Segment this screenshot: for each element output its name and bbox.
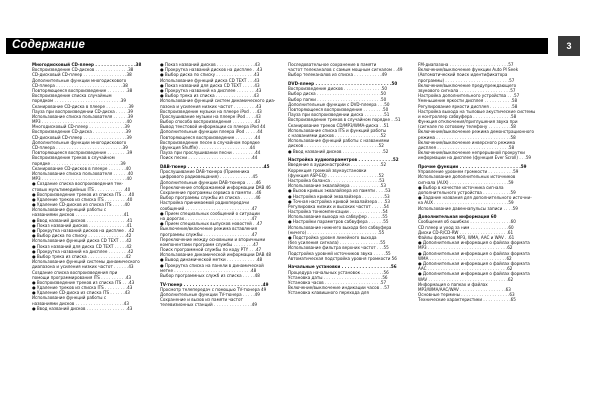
toc-entry: ● Дополнительная информация о файлах формата <box>418 240 530 246</box>
toc-entry: ● Дополнительная информация о файлах формата <box>418 271 530 277</box>
toc-entry: с названиями дисков . . . . . . . . . . . . . . . . . .52 <box>288 132 386 138</box>
toc-entry: Технические характеристики . . . . . . . . . . .65 <box>418 297 516 303</box>
toc-entry: WMA . . . . . . . . . . . . . . . . . . . . . . . . . . . . . .62 <box>418 255 512 261</box>
toc-entry: диапазона и усиления низких частот . . . . . .43 <box>32 264 134 270</box>
toc-entry: Переключение отображаемой информации DAB 46 <box>160 184 271 190</box>
toc-entry: CD-плеера . . . . . . . . . . . . . . . . . . . . . . . . . .39 <box>32 145 128 150</box>
toc-entry: Выбор диска . . . . . . . . . . . . . . . . . . . . . . . . .50 <box>288 91 386 97</box>
toc-entry: Прослушивание DAB-тюнера (Приемника <box>160 169 250 175</box>
toc-column-2 <box>160 62 285 308</box>
toc-entry: Уменьшение яркости дисплея . . . . . . . . . . .58 <box>418 98 518 104</box>
toc-entry: Создание списка воспроизведения при <box>32 269 118 275</box>
toc-entry: Использование функций диска CD TEXT . . .43 <box>160 77 260 83</box>
toc-entry: порядке . . . . . . . . . . . . . . . . . . . . . . . . . . .39 <box>32 160 126 166</box>
toc-entry: Управление уровнем громкости . . . . . . . . . .59 <box>418 169 519 175</box>
toc-entry: CD-дисковый CD-плеер . . . . . . . . . . . . . . . . .39 <box>32 134 132 140</box>
toc-entry: (без усиления сигнала) . . . . . . . . . . . . . . . .55 <box>288 240 386 246</box>
toc-entry: Поиск песни . . . . . . . . . . . . . . . . . . . . . . . . .44 <box>160 155 258 161</box>
toc-entry: стовых мультимедийных ITS . . . . . . . . . . . .40 <box>32 186 131 192</box>
toc-entry: Установка даты . . . . . . . . . . . . . . . . . . . . . . .56 <box>288 274 388 280</box>
toc-entry: Введение в аудионастройки . . . . . . . . . . . .52 <box>288 162 387 168</box>
toc-entry: ● Выбор диска по списку . . . . . . . . . . . . . . .43 <box>160 72 260 78</box>
toc-entry: Многодисковый CD-плеер . . . . . . . . . . . . . .39 <box>32 124 130 130</box>
toc-entry: Использование давеннапульсы записи . . . .59 <box>418 205 518 211</box>
toc-entry: Дополнительные функции с DVD-плеера . . .50 <box>288 101 390 107</box>
toc-entry: Включение/выключение инверсного режима <box>418 139 516 145</box>
toc-entry: Выключение/включение режима вставления <box>160 226 258 232</box>
toc-entry: ● Удаление треков из списка ITS . . . . . . . . .43 <box>32 285 133 291</box>
toc-entry: Использование дополнительных источников <box>418 174 516 180</box>
toc-entry: Настройка баланса . . . . . . . . . . . . . . . . . . .53 <box>288 177 385 183</box>
toc-entry: Воспроизведение CD-дисков . . . . . . . . . . . . .38 <box>32 67 134 73</box>
toc-entry: Диски CD-R/CD-RW . . . . . . . . . . . . . . . . . . .61 <box>418 229 514 235</box>
toc-entry: дисплея . . . . . . . . . . . . . . . . . . . . . . . . . . . .58 <box>418 145 515 150</box>
toc-entry: Сканирование CD-дисков в плеере . . . . . . .40 <box>32 165 131 171</box>
toc-entry: MP3 . . . . . . . . . . . . . . . . . . . . . . . . . . . . . . . . .40 <box>32 176 132 182</box>
toc-entry: ● Настройка кривой эквалайзера . . . . . . . . .53 <box>288 193 390 199</box>
toc-entry: ● Удаление треков из списка ITS . . . . . . . . .40 <box>32 196 133 202</box>
toc-entry: Выбор программы службы из списка . . . . . .46 <box>160 195 261 201</box>
toc-entry: и контроллер сабвуфера . . . . . . . . . . . . . . .58 <box>418 113 517 119</box>
toc-entry: помощи программирования ITS . . . . . . . . . .43 <box>32 274 132 280</box>
toc-entry: Включение/выключение функции Auto PI Seek <box>418 67 519 73</box>
toc-entry: Использование выхода на сабвуфер . . . . . .55 <box>288 214 388 220</box>
toc-entry: ● Прокрутка названий дисков на дисплее . .42 <box>32 228 135 233</box>
toc-entry: CD плеер и уход за ним . . . . . . . . . . . . . . .60 <box>418 224 514 230</box>
toc-entry: Повторяющееся воспроизведение . . . . . . . .38 <box>32 87 133 93</box>
toc-entry: ● Воспроизведение треков из списка ITS . . .43 <box>32 279 135 285</box>
toc-entry: дисков . . . . . . . . . . . . . . . . . . . . . . . . . . . . .52 <box>288 143 384 149</box>
toc-entry: Воспроизведение CD-диска . . . . . . . . . . . . .39 <box>32 129 131 135</box>
toc-entry: ● Дополнительная информация о файлах формата <box>418 260 530 266</box>
toc-entry: Включение/выключение предупреждающего <box>418 82 517 88</box>
toc-section-heading: Начальные установки . . . . . . . . . . . . . . . . .56 <box>288 264 397 270</box>
toc-entry: Автоматическая подстройка уровня громкости 56 <box>288 255 397 261</box>
toc-entry: Использование функций работы с <box>32 207 107 213</box>
toc-entry: Сообщения об ошибках . . . . . . . . . . . . . . . .60 <box>418 219 516 225</box>
toc-entry: FM-диапазона . . . . . . . . . . . . . . . . . . . . . . .57 <box>418 62 514 67</box>
toc-entry: Использование списка пользователя . . . . . .40 <box>32 170 134 176</box>
toc-entry: Включение/выключение режима демонстрационного <box>418 129 534 135</box>
toc-entry: Пауза при воспроизведении CD-диска . . . . .39 <box>32 108 134 114</box>
toc-entry: Основные термины . . . . . . . . . . . . . . . . . . .63 <box>418 292 515 298</box>
toc-section-heading: Прочие функции . . . . . . . . . . . . . . . . . . . . .59 <box>418 164 527 170</box>
toc-entry: Использование фильтра верхних частот . . .55 <box>288 245 389 251</box>
toc-entry: Переключение между основными и вторичными <box>160 236 266 242</box>
toc-entry: Сканирование треков CD/MP3/WMA-диска . .51 <box>288 122 389 128</box>
toc-entry: ● Вызов кривых эквалайзера из памяти . . . .53 <box>288 188 391 194</box>
header-bar <box>6 38 548 54</box>
toc-entry: ● Прокрутка названий дисков на дисплее . .43 <box>160 67 263 73</box>
toc-entry: ● Показ названий для диска CD TEXT . . . . .42 <box>32 243 132 249</box>
toc-entry: Файлы форматов MP3, WMA, AAC и WAV . .61 <box>418 235 515 240</box>
toc-entry: (ничего) . . . . . . . . . . . . . . . . . . . . . . . . . . . .55 <box>288 229 385 235</box>
toc-entry: ка AUX . . . . . . . . . . . . . . . . . . . . . . . . . . . . .59 <box>418 200 514 206</box>
toc-entry: Выбор программных служб из списка . . . . .48 <box>160 273 260 278</box>
toc-entry: Установка часов . . . . . . . . . . . . . . . . . . . . . .57 <box>288 280 387 285</box>
toc-entry: на дорогах . . . . . . . . . . . . . . . . . . . . . . . . . .47 <box>160 215 257 221</box>
toc-entry: метке . . . . . . . . . . . . . . . . . . . . . . . . . . . . . .48 <box>160 267 257 273</box>
toc-entry: Дополнительные функции плеера iPod . . . . .44 <box>160 129 263 135</box>
toc-column-3 <box>288 62 413 296</box>
toc-entry: режима . . . . . . . . . . . . . . . . . . . . . . . . . . . . .58 <box>418 134 516 140</box>
toc-entry: ● Выбор в качестве источника сигнала <box>418 184 504 190</box>
toc-section-heading: Многодисковый CD-плеер . . . . . . . . . . . . . .38 <box>32 62 142 67</box>
toc-entry: Воспроизведение треков в случайном <box>32 155 115 161</box>
toc-entry: (Автоматический поиск идентификатора <box>418 72 508 78</box>
toc-entry: Информация о папках и файлах <box>418 281 488 287</box>
toc-entry: ● Настройки параметров сабвуфера . . . . . .55 <box>288 219 389 225</box>
toc-entry: Последовательное сохранение в памяти <box>288 62 377 67</box>
toc-entry: программы) . . . . . . . . . . . . . . . . . . . . . . . . .57 <box>418 77 515 83</box>
toc-entry: звукового сигнала . . . . . . . . . . . . . . . . . . . .57 <box>418 87 516 93</box>
toc-entry: названиями дисков . . . . . . . . . . . . . . . . . . .43 <box>32 300 129 306</box>
toc-entry: ● Удаление CD-диска из списка ITS . . . . . .43 <box>32 290 130 296</box>
toc-entry: ● Ввод названий дисков . . . . . . . . . . . . . . . .52 <box>288 148 389 154</box>
toc-entry: названиями дисков . . . . . . . . . . . . . . . . . . .41 <box>32 212 129 218</box>
toc-entry: Настройка тонкомпенсации . . . . . . . . . . . . .54 <box>288 209 388 215</box>
toc-entry: частот телеканалов с самым мощным сигналом . .49 <box>288 67 403 73</box>
toc-entry: Настройка выхода на тыловые акустические системы <box>418 108 536 114</box>
toc-entry: Выбор способа воспроизведения . . . . . . . . .43 <box>160 119 260 125</box>
toc-entry: Пауза при прослушивании песни . . . . . . . . .44 <box>160 150 261 156</box>
toc-entry: ● Создание списка воспроизведения тек- <box>32 181 124 187</box>
toc-entry: ● Прокрутка названий на дисплее . . . . . . . .42 <box>32 248 134 254</box>
toc-entry: Включение/выключение непрерывной прокрутки <box>418 150 525 156</box>
toc-entry: Настройка принимаемой радиопередачи <box>160 200 250 206</box>
page-number-tab: 3 <box>558 36 580 56</box>
toc-entry: Использование списка ITS и функций работы <box>288 127 387 133</box>
toc-entry: Функция отключения/приглушения звука при <box>418 119 518 125</box>
toc-entry: телевизионных станций . . . . . . . . . . . . . . .49 <box>160 302 257 308</box>
toc-entry: информации на дисплее (функция Ever Scroll) . . .59 <box>418 155 532 161</box>
toc-entry: ● Показ названий для диска CD TEXT . . . . .43 <box>160 82 260 88</box>
toc-section-heading: Настройка аудиопараметров . . . . . . . . . . . .52 <box>288 157 399 163</box>
toc-entry: Сканирование CD-диска в плеере . . . . . . . . .39 <box>32 103 134 109</box>
toc-entry: ● Показ названий дисков . . . . . . . . . . . . . . .43 <box>160 62 260 67</box>
toc-section-heading: TV-тюнер . . . . . . . . . . . . . . . . . . . . . . . . . . .49 <box>160 281 269 287</box>
toc-entry: Коррекция громкой звукоустановки <box>288 167 367 173</box>
toc-entry: Настройка дополнительного устройства . . .57 <box>418 93 520 99</box>
toc-entry: (сигнале по сотовому телефону . . . . . . . . .58 <box>418 124 516 130</box>
toc-entry: Использование функций системы динамического <box>32 259 140 265</box>
toc-entry: ● Вывод динамической метки . . . . . . . . . . . .48 <box>160 257 263 263</box>
toc-entry: Вывод текстовой информации со плеера iPod 44 <box>160 124 266 130</box>
toc-entry: Просмотр телепередач с помощью TV-тюнера 49 <box>160 286 267 292</box>
toc-section-heading: Дополнительная информация 60 <box>418 214 497 220</box>
toc-entry: Повторяющееся воспроизведение . . . . . . . .44 <box>160 134 261 140</box>
toc-entry: Дополнительные функции DAB-тюнера . . . .46 <box>160 179 261 185</box>
toc-entry: Использование эквалайзера . . . . . . . . . . . .53 <box>288 183 386 189</box>
toc-section-heading: DAB-тюнер . . . . . . . . . . . . . . . . . . . . . . . . . .45 <box>160 164 270 170</box>
toc-entry: ● Точная настройка кривой эквалайзера . . .53 <box>288 198 390 204</box>
toc-entry: ● Ввод названий дисков . . . . . . . . . . . . . . . .41 <box>32 217 133 223</box>
toc-entry: Выбор телеканалов из списка . . . . . . . . . . .49 <box>288 72 387 78</box>
toc-entry: ● Прием специальных сообщений о ситуации <box>160 210 260 216</box>
toc-entry: ● Прокрутка названий на дисплее . . . . . . . .43 <box>160 87 262 93</box>
toc-entry: (функция ASP-EQ) . . . . . . . . . . . . . . . . . . . .52 <box>288 172 384 178</box>
toc-entry: Воспроизведение песен в случайном порядке <box>160 139 260 145</box>
toc-entry: Использование функций систем динамического диа- <box>160 98 276 104</box>
toc-entry: сигнала (AUX) . . . . . . . . . . . . . . . . . . . . . . .59 <box>418 179 514 185</box>
toc-entry: Сохранение программы сервиса в памяти . .46 <box>160 190 262 195</box>
toc-entry: Регулировка низких и высоких частот . . . . .54 <box>288 203 389 209</box>
toc-entry: ● Воспроизведение треков из списка ITS . . .40 <box>32 191 135 197</box>
toc-column-1 <box>32 62 157 311</box>
toc-entry: Воспроизведение дисков . . . . . . . . . . . . . . .50 <box>288 86 387 92</box>
toc-entry: программы службы . . . . . . . . . . . . . . . . . . .47 <box>160 231 258 237</box>
toc-entry: Дополнительные функции TV-тюнера . . . . .49 <box>160 292 260 298</box>
toc-entry: Подстройка уровней источников звука . . . . .55 <box>288 250 391 256</box>
toc-entry: Использование функций диска CD TEXT . . .42 <box>32 238 132 244</box>
toc-entry: ● Подстройка уровня линейного выхода <box>288 235 377 240</box>
toc-entry: MP3 . . . . . . . . . . . . . . . . . . . . . . . . . . . . . . . . .40 <box>32 119 132 125</box>
toc-entry: ● Выбор трека из списка . . . . . . . . . . . . . . .43 <box>160 93 259 99</box>
toc-entry: цифрового радиовещания) . . . . . . . . . . . . .45 <box>160 174 258 180</box>
toc-entry: порядком . . . . . . . . . . . . . . . . . . . . . . . . . .39 <box>32 98 127 104</box>
toc-entry: Воспроизведение музыки на плеере iPod . . .43 <box>160 108 262 114</box>
toc-entry: Повторяющееся воспроизведение . . . . . . . .50 <box>288 107 389 112</box>
toc-entry: Установка клавишного перехода для <box>288 290 369 296</box>
toc-entry: Дополнительные функции многодискового <box>32 139 127 145</box>
toc-entry: MP3/WMA/AAC/WAV . . . . . . . . . . . . . . . . . .63 <box>418 286 511 292</box>
toc-entry: ● Ввод названий дисков . . . . . . . . . . . . . . . .43 <box>32 305 133 311</box>
toc-entry: ● Прокрутка списка на панели в динамической <box>160 262 264 268</box>
toc-entry: Пауза при воспроизведении диска . . . . . . . .51 <box>288 112 390 118</box>
toc-column-4 <box>418 62 543 302</box>
toc-entry: MP3 . . . . . . . . . . . . . . . . . . . . . . . . . . . . . . .62 <box>418 245 513 251</box>
toc-entry: Поиск программной службы по коду PTY . . .47 <box>160 247 262 253</box>
toc-entry: Дополнительные функции многодискового <box>32 77 127 83</box>
toc-entry: компонентами программ службы . . . . . . . .47 <box>160 241 259 247</box>
toc-entry: ● Показ названий дисков . . . . . . . . . . . . . . .41 <box>32 222 132 228</box>
toc-entry: Использование функций работы с <box>32 295 107 301</box>
toc-entry: Использование списка пользователя . . . . . .39 <box>32 113 134 119</box>
toc-entry: WAV . . . . . . . . . . . . . . . . . . . . . . . . . . . . . . .62 <box>418 276 514 282</box>
toc-entry: Использование функций работы с названиями <box>288 138 390 144</box>
toc-entry: сообщений . . . . . . . . . . . . . . . . . . . . . . . . . .47 <box>160 205 258 211</box>
toc-entry: ● Выбор диска по списку . . . . . . . . . . . . . . .42 <box>32 233 132 239</box>
page-title: Содержание <box>12 39 86 51</box>
toc-entry: Использование динамической информации DAB 48 <box>160 252 271 258</box>
toc-entry: Прослушивание музыки на плеере iPod . . . .43 <box>160 113 261 119</box>
toc-entry: ● Удаление CD-дисков из списка ITS . . . . .40 <box>32 202 130 208</box>
toc-entry: AAC . . . . . . . . . . . . . . . . . . . . . . . . . . . . . . .62 <box>418 266 513 272</box>
toc-entry: CD-плеера . . . . . . . . . . . . . . . . . . . . . . . . . .38 <box>32 82 128 88</box>
toc-entry: Регулирование яркости дисплея . . . . . . . . .58 <box>418 103 518 109</box>
toc-entry: пазона и усиления низких частот . . . . . . . . .43 <box>160 103 262 109</box>
toc-entry: ● Прием специальных выпусков новостей . .47 <box>160 221 263 227</box>
toc-entry: Использование нижнего выхода без сабвуфера <box>288 224 392 230</box>
toc-entry: Сохранение и вызов из памяти частот <box>160 297 243 303</box>
toc-entry: Воспроизведение списка случайным <box>32 93 112 99</box>
toc-entry: ● Дополнительная информация о файлах формата <box>418 250 530 256</box>
toc-entry: ● Задание названия для дополнительного источни- <box>418 195 532 201</box>
toc-entry: Выбор папки . . . . . . . . . . . . . . . . . . . . . . . . .50 <box>288 96 387 102</box>
toc-entry: CD-дисковый CD-плеер . . . . . . . . . . . . . . . . .38 <box>32 72 132 78</box>
toc-entry: (функция Shuffle) . . . . . . . . . . . . . . . . . . . .44 <box>160 145 256 150</box>
toc-entry: Повторяющееся воспроизведение . . . . . . . .39 <box>32 150 133 156</box>
toc-entry: ● Выбор трека из списка . . . . . . . . . . . . . . .42 <box>32 253 131 259</box>
toc-entry: Включение/выключение индикации часов . .57 <box>288 285 390 291</box>
toc-section-heading: DVD-плеер . . . . . . . . . . . . . . . . . . . . . . . . . .50 <box>288 81 398 87</box>
toc-entry: Процедура начальных установок . . . . . . . . .56 <box>288 269 389 275</box>
toc-entry: дополнительного устройства . . . . . . . . . . .59 <box>418 190 516 195</box>
toc-entry: Воспроизведение треков в случайном порядке . .51 <box>288 117 401 123</box>
